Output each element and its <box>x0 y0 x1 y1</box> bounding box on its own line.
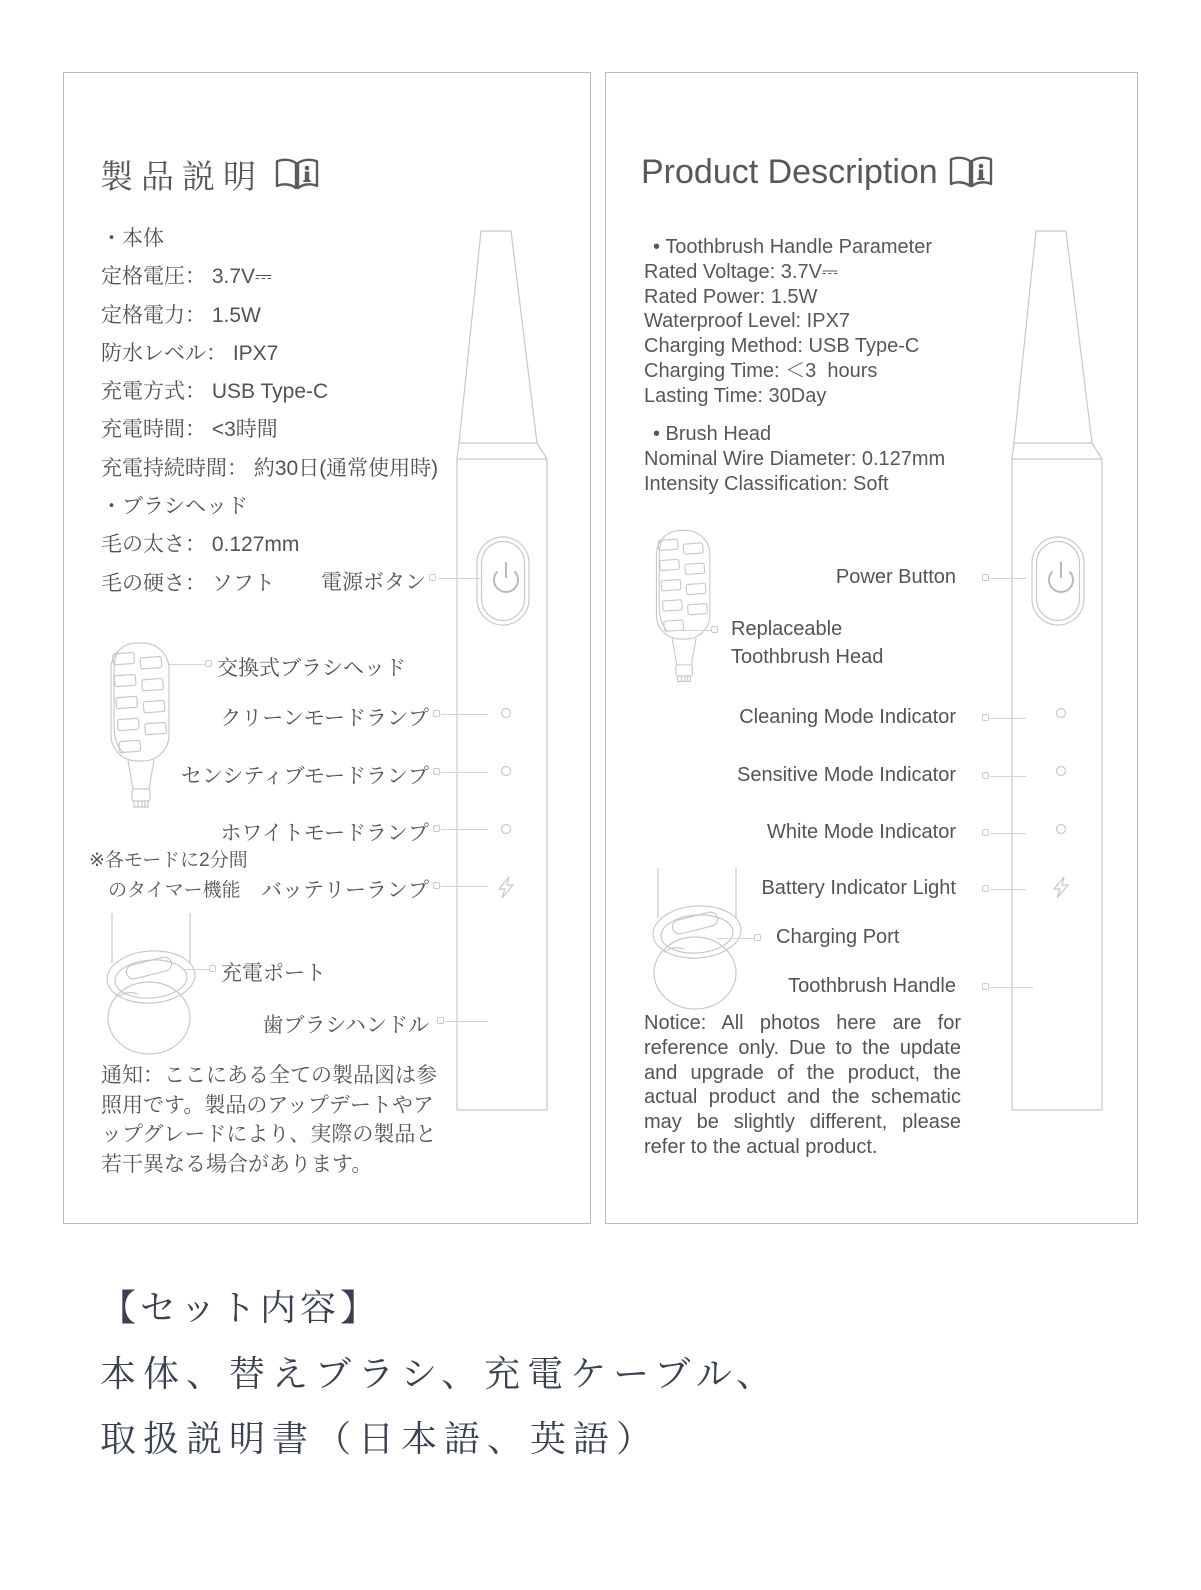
label-replaceable-head-line1: Replaceable <box>731 618 843 640</box>
spec-line: 定格電力： 1.5W <box>101 303 261 327</box>
leader-endpoint <box>437 1017 444 1024</box>
leader-endpoint <box>429 574 436 581</box>
toothbrush-handle-drawing <box>1004 219 1114 1119</box>
spec-list-brush <box>644 422 945 496</box>
leader-line <box>169 664 205 665</box>
clean-mode-indicator-dot <box>502 709 511 718</box>
label-battery-jp: バッテリーランプ <box>261 879 429 902</box>
spec-line: Charging Time: ＜3 hours <box>644 359 878 382</box>
lightning-icon <box>1054 877 1068 898</box>
leader-endpoint <box>433 825 440 832</box>
leader-endpoint <box>209 965 216 972</box>
leader-line <box>716 938 758 939</box>
toothbrush-handle-drawing <box>449 219 559 1119</box>
lightning-icon <box>499 877 513 898</box>
leader-line <box>990 776 1026 777</box>
spec-line: Rated Voltage: 3.7V⎓ <box>644 260 838 283</box>
leader-endpoint <box>433 768 440 775</box>
spec-line: Lasting Time: 30Day <box>644 384 827 407</box>
brush-head-drawing <box>650 525 720 685</box>
spec-line: 毛の太さ： 0.127mm <box>101 533 300 557</box>
spec-line: Charging Method: USB Type-C <box>644 335 920 358</box>
label-replaceable-head-line2: Toothbrush Head <box>731 646 884 668</box>
set-contents-line2: 取扱説明書（日本語、英語） <box>100 1418 660 1459</box>
spec-line: Intensity Classification: Soft <box>644 472 889 495</box>
leader-line <box>673 630 715 631</box>
label-white-mode: White Mode Indicator <box>767 821 956 843</box>
page-title-jp: 製品説明 <box>100 158 264 195</box>
usb-c-port[interactable] <box>125 956 173 981</box>
sensitive-mode-indicator-dot <box>1057 767 1066 776</box>
leader-endpoint <box>433 710 440 717</box>
page-title-en: Product Description <box>641 153 938 191</box>
label-clean-mode: Cleaning Mode Indicator <box>739 706 956 728</box>
leader-line <box>990 987 1033 988</box>
spec-line: 定格電圧： 3.7V⎓ <box>101 265 272 289</box>
white-mode-indicator-dot <box>502 825 511 834</box>
charging-port-drawing <box>648 866 748 1016</box>
spec-line: 充電持続時間： 約30日(通常使用時) <box>101 456 439 480</box>
japanese-title-row <box>100 151 320 198</box>
label-handle: Toothbrush Handle <box>788 975 956 997</box>
notice-en: Notice: All photos here are for reference only. Due to the update and upgrade of the product, the actual product and the schematic may be slightly different, please refer to the actual product. <box>644 1012 961 1158</box>
leader-endpoint <box>433 882 440 889</box>
spec-list-jp <box>101 220 438 603</box>
leader-line <box>181 969 209 970</box>
leader-line <box>990 718 1026 719</box>
timer-note-line2: のタイマー機能 <box>108 880 241 901</box>
english-title-row <box>641 153 994 192</box>
spec-line: 充電方式： USB Type-C <box>101 380 329 404</box>
label-sensitive-mode: Sensitive Mode Indicator <box>736 764 956 786</box>
leader-endpoint <box>982 829 989 836</box>
leader-line <box>441 714 488 715</box>
power-button[interactable] <box>1032 537 1084 625</box>
leader-endpoint <box>982 772 989 779</box>
spec-line: Nominal Wire Diameter: 0.127mm <box>644 447 946 470</box>
clean-mode-indicator-dot <box>1057 709 1066 718</box>
power-button[interactable] <box>477 537 529 625</box>
book-info-icon <box>274 157 320 193</box>
power-icon <box>494 562 518 592</box>
leader-line <box>438 578 482 579</box>
leader-line <box>441 829 488 830</box>
label-replaceable-head-jp: 交換式ブラシヘッド <box>217 657 406 680</box>
spec-line: 毛の硬さ： ソフト <box>101 571 275 595</box>
leader-endpoint <box>982 574 989 581</box>
label-power-button: Power Button <box>835 566 956 588</box>
spec-line: ・ブラシヘッド <box>101 495 248 519</box>
spec-line: ・本体 <box>101 227 164 250</box>
white-mode-indicator-dot <box>1057 825 1066 834</box>
leader-line <box>441 886 488 887</box>
spec-line: 充電時間： <3時間 <box>101 418 278 442</box>
label-handle-jp: 歯ブラシハンドル <box>262 1014 429 1037</box>
leader-line <box>441 772 488 773</box>
leader-endpoint <box>205 660 212 667</box>
spec-list-handle <box>644 235 932 409</box>
label-charging-port: Charging Port <box>776 926 900 948</box>
power-icon <box>1049 562 1073 592</box>
leader-endpoint <box>982 714 989 721</box>
notice-jp: 通知：ここにある全ての製品図は参照用です。製品のアップデートやアップグレードにより、実際の製品と若干異なる場合があります。 <box>101 1064 437 1176</box>
spec-section-header: • Brush Head <box>653 423 772 445</box>
book-info-icon <box>948 155 994 191</box>
spec-line: 防水レベル： IPX7 <box>101 341 279 365</box>
label-clean-mode-jp: クリーンモードランプ <box>220 707 429 730</box>
set-contents-line1: 本体、替えブラシ、充電ケーブル、 <box>100 1353 780 1394</box>
charging-port-drawing <box>102 911 202 1061</box>
sensitive-mode-indicator-dot <box>502 767 511 776</box>
label-sensitive-mode-jp: センシティブモードランプ <box>180 765 429 788</box>
leader-line <box>990 578 1026 579</box>
spec-section-header: • Toothbrush Handle Parameter <box>653 236 933 258</box>
english-panel <box>605 72 1138 1224</box>
label-white-mode-jp: ホワイトモードランプ <box>220 822 429 845</box>
spec-line: Waterproof Level: IPX7 <box>644 310 851 333</box>
label-charging-port-jp: 充電ポート <box>221 962 326 985</box>
leader-endpoint <box>982 885 989 892</box>
japanese-panel <box>63 72 591 1224</box>
timer-note-line1: ※各モードに2分間 <box>89 850 248 871</box>
set-contents-heading: 【セット内容】 <box>100 1287 381 1328</box>
usb-c-port[interactable] <box>671 911 719 936</box>
spec-line: Rated Power: 1.5W <box>644 285 818 308</box>
label-battery: Battery Indicator Light <box>761 877 956 899</box>
leader-line <box>990 833 1026 834</box>
leader-line <box>990 889 1026 890</box>
leader-line <box>445 1021 488 1022</box>
label-power-button-jp: 電源ボタン <box>321 571 426 594</box>
leader-endpoint <box>982 983 989 990</box>
leader-endpoint <box>711 626 718 633</box>
leader-endpoint <box>754 934 761 941</box>
